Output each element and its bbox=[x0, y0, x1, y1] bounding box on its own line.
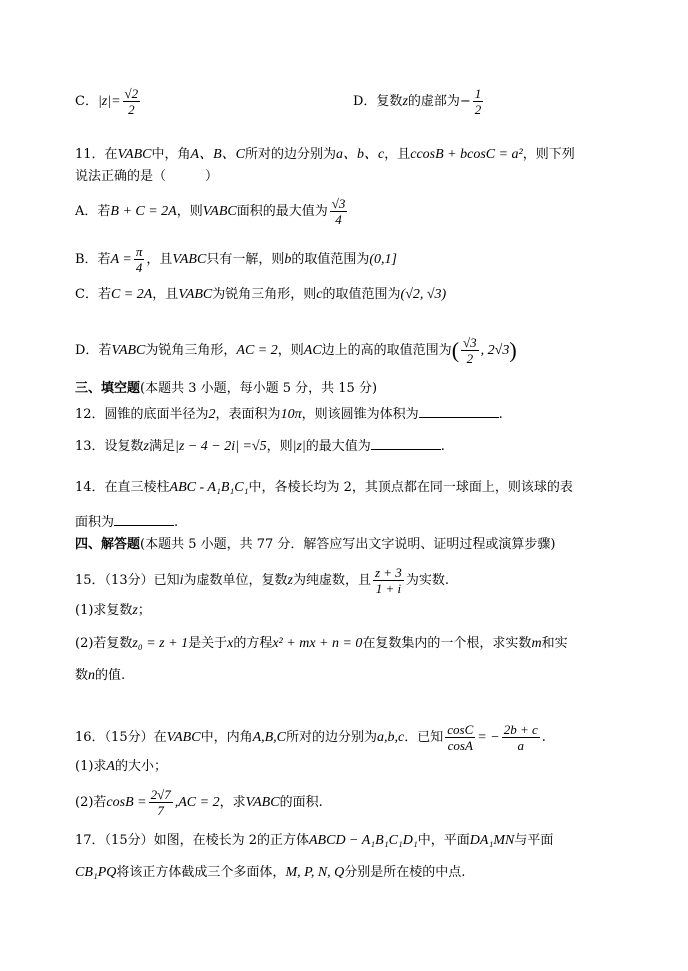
q16-stem bbox=[75, 722, 546, 753]
option-label: C． bbox=[75, 94, 98, 109]
q16-part2 bbox=[75, 787, 323, 818]
text: ．已知 bbox=[404, 730, 444, 745]
math: |z|= bbox=[97, 94, 121, 109]
text: 16．（15分）在 bbox=[75, 730, 167, 745]
denominator: 2 bbox=[474, 102, 482, 117]
section-note: (本题共 5 小题，共 77 分．解答应写出文字说明、证明过程或演算步骤) bbox=[140, 537, 556, 552]
text: ，且 bbox=[384, 147, 411, 162]
left-paren-icon: ( bbox=[451, 337, 460, 363]
text: 所对的边分别为 bbox=[244, 147, 336, 162]
text: ，则 bbox=[176, 204, 203, 219]
text: D．若 bbox=[75, 343, 112, 358]
math: m bbox=[531, 636, 542, 651]
math: AC = 2 bbox=[236, 343, 278, 358]
text: A．若 bbox=[75, 204, 111, 219]
math: CB₁PQ bbox=[75, 865, 117, 880]
math: 2 bbox=[208, 407, 216, 422]
text: . bbox=[440, 439, 445, 454]
text: 的取值范围为 bbox=[322, 287, 401, 302]
text: 为纯虚数，且 bbox=[292, 573, 371, 588]
math: |z − 4 − 2i| = bbox=[175, 439, 252, 454]
text: ，则该圆锥为体积为 bbox=[301, 407, 419, 422]
math: z bbox=[132, 603, 138, 618]
denominator: 4 bbox=[335, 212, 342, 227]
text: 中，角 bbox=[151, 147, 191, 162]
text: 中，平面 bbox=[417, 833, 470, 848]
q11-option-c bbox=[75, 286, 446, 304]
fraction bbox=[502, 722, 540, 753]
numerator: 1 bbox=[474, 86, 482, 101]
text: 为虚数单位，复数 bbox=[183, 573, 288, 588]
text: 中，内角 bbox=[200, 730, 253, 745]
q11-stem-line2 bbox=[75, 168, 218, 186]
numerator: √3 bbox=[331, 196, 346, 211]
math: , 2√3 bbox=[480, 343, 510, 358]
math: M, P, N, Q bbox=[285, 865, 345, 880]
fraction bbox=[373, 565, 404, 596]
math: √5 bbox=[251, 439, 267, 454]
text: 为实数. bbox=[405, 573, 449, 588]
numerator: √2 bbox=[124, 86, 139, 101]
q15-stem bbox=[75, 565, 449, 596]
math: AC bbox=[303, 343, 322, 358]
q11-option-d bbox=[75, 335, 517, 366]
q16-part1 bbox=[75, 758, 167, 776]
text: 的面积. bbox=[279, 795, 323, 810]
answer-blank[interactable] bbox=[114, 512, 174, 526]
fraction bbox=[123, 86, 141, 117]
text: 17．（15分）如图，在棱长为 2的正方体 bbox=[75, 833, 309, 848]
denominator: 2 bbox=[128, 102, 135, 117]
math: c bbox=[316, 287, 323, 302]
q12 bbox=[75, 404, 503, 424]
q15-part2-line1 bbox=[75, 635, 568, 653]
math: cosB = bbox=[106, 795, 147, 810]
text: 在复数集内的一个根，求实数 bbox=[362, 636, 532, 651]
text: ，且 bbox=[146, 252, 173, 267]
text: B．若 bbox=[75, 252, 111, 267]
math: b bbox=[284, 252, 292, 267]
text: 满足 bbox=[149, 439, 176, 454]
math: A = bbox=[110, 252, 132, 267]
math: z bbox=[402, 94, 408, 109]
section-title: 三、填空题 bbox=[75, 381, 141, 396]
math: x bbox=[227, 636, 234, 651]
q11-option-b bbox=[75, 244, 397, 275]
q14-line1 bbox=[75, 479, 573, 497]
math: i bbox=[179, 573, 184, 588]
math: VABC bbox=[245, 795, 280, 810]
math: VABC bbox=[172, 252, 207, 267]
math: A bbox=[106, 759, 115, 774]
text: 为锐角三角形， bbox=[145, 343, 237, 358]
math: (0,1] bbox=[369, 252, 397, 267]
fraction bbox=[461, 335, 479, 366]
q13 bbox=[75, 436, 445, 456]
q11-option-a bbox=[75, 196, 349, 227]
text: 边上的高的取值范围为 bbox=[321, 343, 452, 358]
numerator: 2b + c bbox=[503, 722, 538, 737]
math: ccosB + bcosC = a² bbox=[410, 147, 523, 162]
text: 11．在 bbox=[75, 147, 118, 162]
math: VABC bbox=[178, 287, 213, 302]
answer-blank[interactable] bbox=[419, 404, 499, 418]
q15-part1 bbox=[75, 602, 151, 620]
math: VABC bbox=[117, 147, 152, 162]
math: a,b,c bbox=[377, 730, 405, 745]
numerator: cosC bbox=[447, 722, 474, 737]
text: 分别是所在棱的中点. bbox=[344, 865, 466, 880]
right-paren-icon: ) bbox=[509, 337, 517, 363]
math: = − bbox=[477, 730, 500, 745]
text: (2)若复数 bbox=[75, 636, 133, 651]
answer-blank[interactable] bbox=[371, 436, 441, 450]
q11-stem-line1 bbox=[75, 146, 575, 164]
text: ，表面积为 bbox=[215, 407, 281, 422]
text: 的最大值为 bbox=[305, 439, 371, 454]
text: ，求 bbox=[219, 795, 246, 810]
fraction bbox=[330, 196, 348, 227]
text: 只有一解，则 bbox=[206, 252, 285, 267]
text: ，则 bbox=[277, 343, 304, 358]
denominator: a bbox=[517, 738, 524, 753]
text: ； bbox=[137, 603, 151, 618]
math: A、B、C bbox=[190, 147, 245, 162]
text: 面积的最大值为 bbox=[236, 204, 328, 219]
math: z bbox=[143, 439, 149, 454]
q17-line2 bbox=[75, 864, 465, 882]
section-note: (本题共 3 小题，每小题 5 分，共 15 分) bbox=[140, 381, 378, 396]
math: 10π bbox=[280, 407, 302, 422]
text: ，则下列 bbox=[522, 147, 575, 162]
math: a、b、c bbox=[336, 147, 385, 162]
numerator: 2√7 bbox=[150, 787, 171, 802]
math: ,AC = 2 bbox=[174, 795, 220, 810]
text: (1)求复数 bbox=[75, 603, 133, 618]
text: . bbox=[498, 407, 503, 422]
text: (1)求 bbox=[75, 759, 107, 774]
text: 的取值范围为 bbox=[291, 252, 370, 267]
denominator: 2 bbox=[466, 351, 474, 366]
text: 的值. bbox=[95, 668, 126, 683]
text: 是关于 bbox=[188, 636, 228, 651]
text: 所对的边分别为 bbox=[286, 730, 378, 745]
text: 与平面 bbox=[514, 833, 554, 848]
option-text: 的虚部为− bbox=[407, 94, 471, 109]
text: ，则 bbox=[266, 439, 293, 454]
option-text: D．复数 bbox=[353, 94, 403, 109]
section-title: 四、解答题 bbox=[75, 537, 141, 552]
denominator: 4 bbox=[135, 260, 143, 275]
numerator: z + 3 bbox=[374, 565, 402, 580]
numerator: π bbox=[135, 244, 143, 259]
text: 15．（13分）已知 bbox=[75, 573, 180, 588]
math: z₀ = z + 1 bbox=[132, 636, 189, 651]
fraction bbox=[445, 722, 475, 753]
math: (√2, √3) bbox=[400, 287, 447, 302]
text: ，且 bbox=[152, 287, 179, 302]
q15-part2-line2 bbox=[75, 667, 125, 685]
text: . bbox=[174, 515, 179, 530]
text: . bbox=[541, 730, 546, 745]
math: VABC bbox=[111, 343, 146, 358]
math: A,B,C bbox=[252, 730, 287, 745]
math: C = 2A bbox=[110, 287, 153, 302]
math: x² + mx + n = 0 bbox=[272, 636, 363, 651]
q17-line1 bbox=[75, 832, 553, 850]
math: VABC bbox=[166, 730, 201, 745]
q10-option-d bbox=[353, 86, 485, 117]
q14-line2 bbox=[75, 512, 178, 532]
math: ABC - A₁B₁C₁ bbox=[169, 480, 249, 495]
text: 数 bbox=[75, 668, 89, 683]
numerator: √3 bbox=[463, 335, 477, 350]
math: z bbox=[287, 573, 293, 588]
math: B + C = 2A bbox=[110, 204, 177, 219]
q10-option-c bbox=[75, 86, 142, 117]
text: 中，各棱长均为 2，其顶点都在同一球面上，则该球的表 bbox=[248, 480, 573, 495]
section-3-heading bbox=[75, 380, 377, 398]
math: VABC bbox=[202, 204, 237, 219]
fraction bbox=[134, 244, 145, 275]
fraction bbox=[473, 86, 484, 117]
text: 14．在直三棱柱 bbox=[75, 480, 170, 495]
text: C．若 bbox=[75, 287, 111, 302]
text: 的方程 bbox=[233, 636, 273, 651]
denominator: cosA bbox=[447, 738, 473, 753]
math: |z| bbox=[292, 439, 306, 454]
text: 面积为 bbox=[75, 515, 115, 530]
denominator: 7 bbox=[157, 803, 164, 818]
fraction bbox=[149, 787, 173, 818]
text: 和实 bbox=[541, 636, 568, 651]
text: 为锐角三角形，则 bbox=[212, 287, 317, 302]
section-4-heading bbox=[75, 536, 556, 554]
text: 说法正确的是（ ） bbox=[75, 169, 219, 184]
text: 将该正方体截成三个多面体， bbox=[116, 865, 286, 880]
text: 的大小； bbox=[114, 759, 167, 774]
denominator: 1 + i bbox=[375, 581, 402, 596]
math: DA₁MN bbox=[469, 833, 515, 848]
math: n bbox=[88, 668, 96, 683]
text: 13．设复数 bbox=[75, 439, 144, 454]
math: ABCD − A₁B₁C₁D₁ bbox=[309, 833, 418, 848]
text: 12．圆锥的底面半径为 bbox=[75, 407, 209, 422]
text: (2)若 bbox=[75, 795, 107, 810]
